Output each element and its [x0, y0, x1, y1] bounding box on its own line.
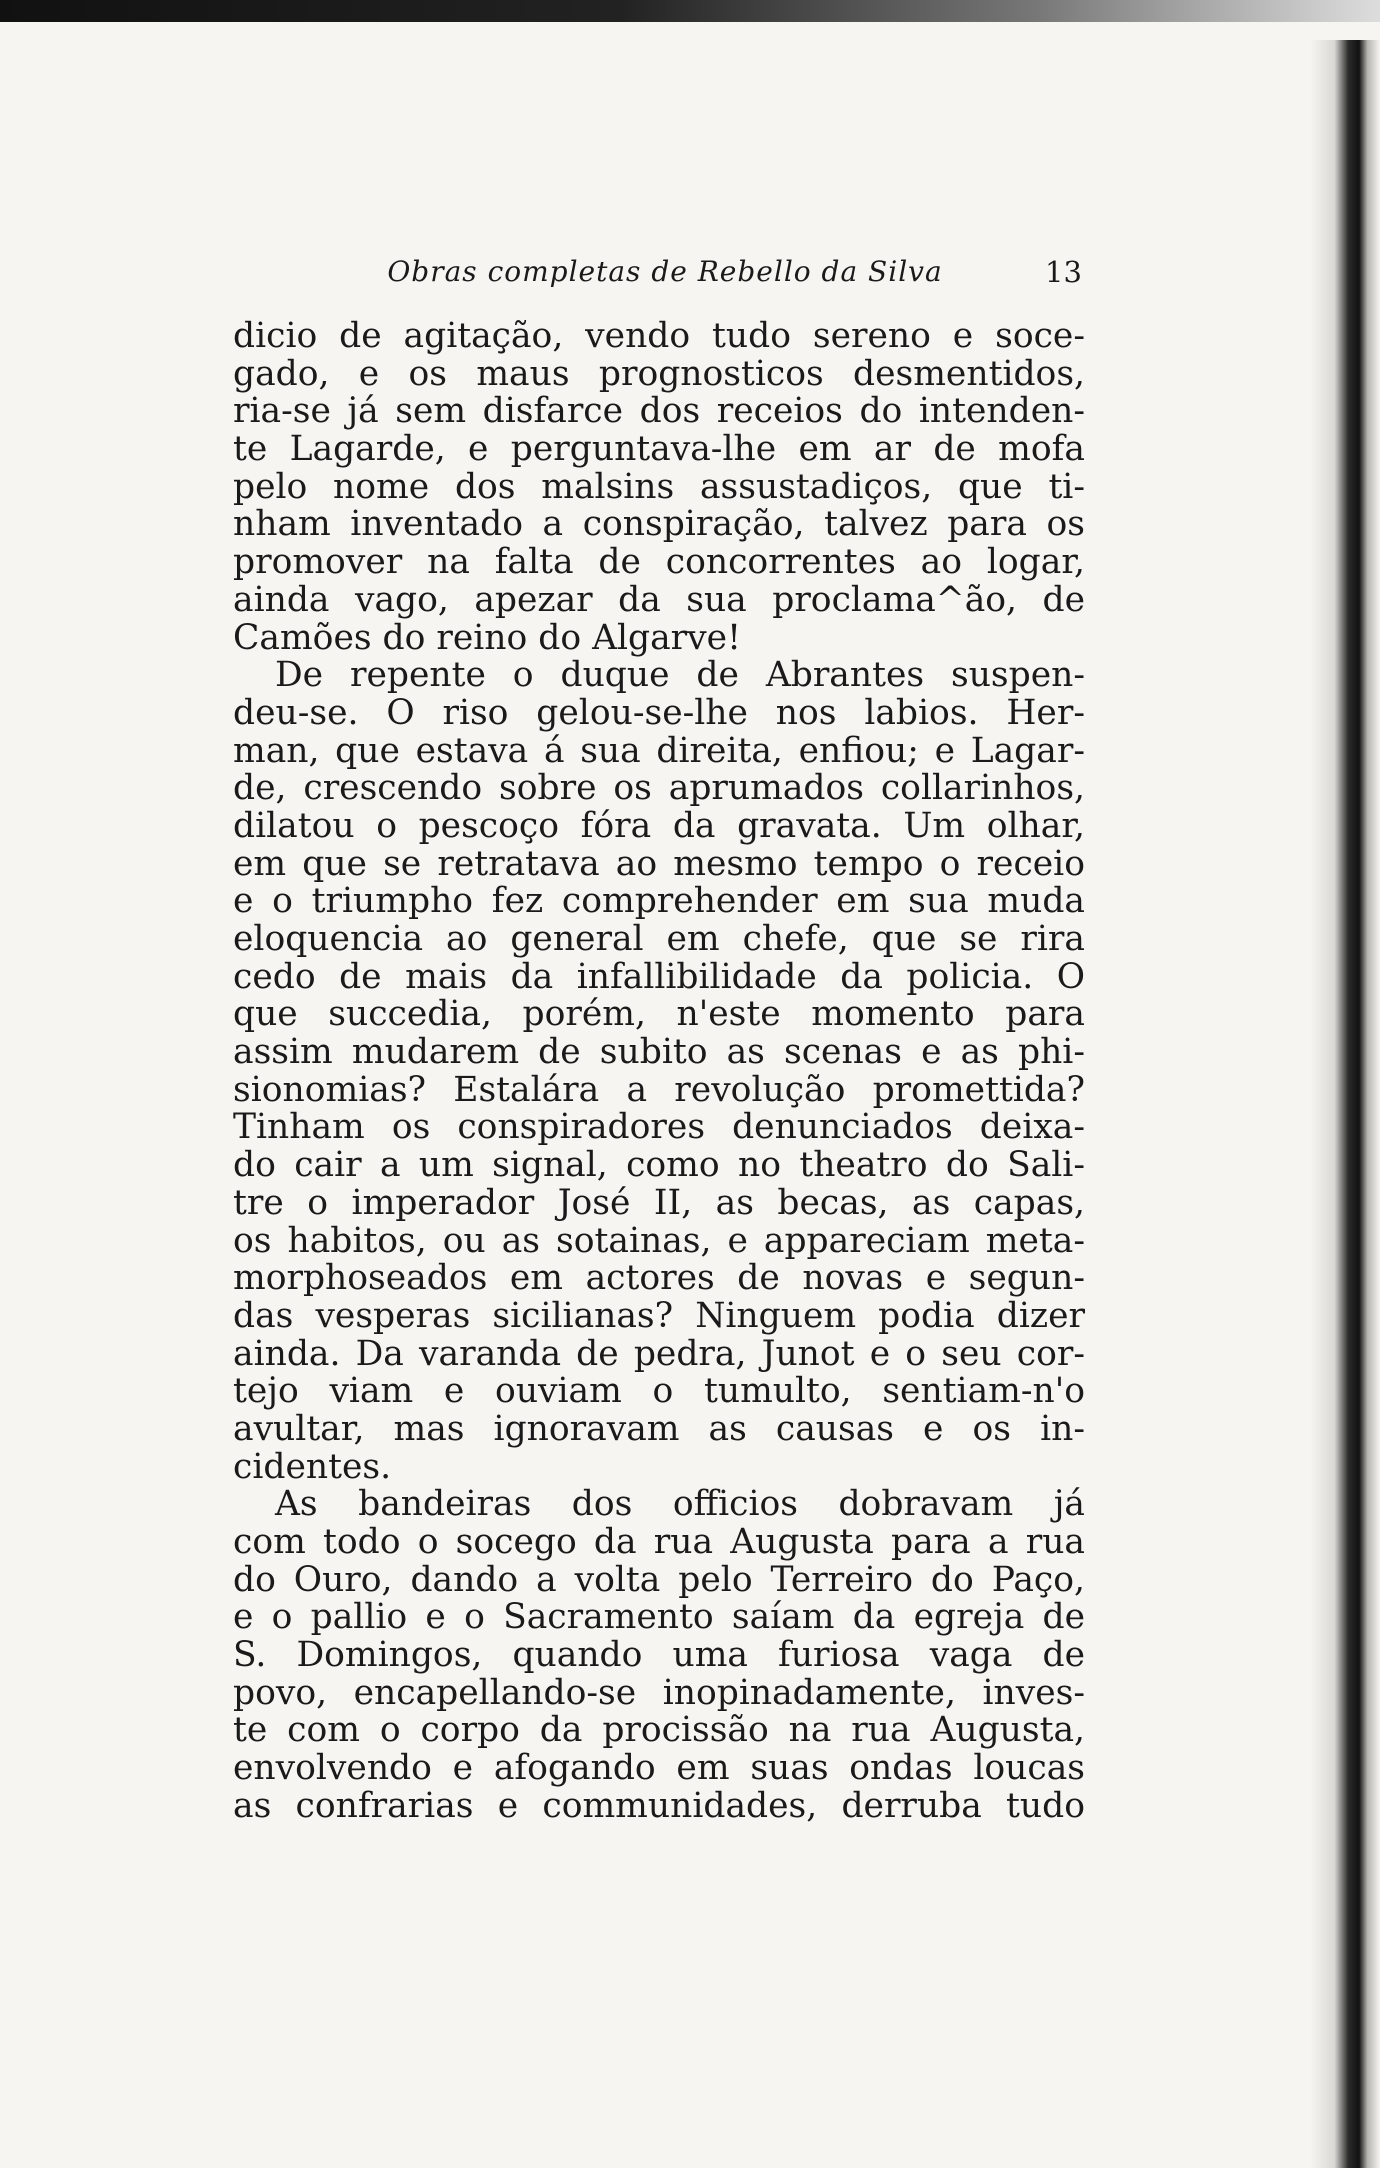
text-line: que succedia, porém, n'este momento para: [233, 994, 1085, 1035]
page-number: 13: [1045, 255, 1082, 289]
text-line: os habitos, ou as sotainas, e appareciam meta-: [233, 1220, 1085, 1261]
text-line: avultar, mas ignoravam as causas e os in-: [233, 1408, 1085, 1449]
running-title: Obras completas de Rebello da Silva: [387, 255, 943, 288]
text-line: do Ouro, dando a volta pelo Terreiro do Paço,: [233, 1559, 1085, 1600]
text-line: man, que estava á sua direita, enfiou; e Lagar-: [233, 730, 1085, 771]
text-line: tejo viam e ouviam o tumulto, sentiam-n'o: [233, 1371, 1085, 1412]
text-line: ria-se já sem disfarce dos receios do intenden-: [233, 391, 1085, 432]
text-line: De repente o duque de Abrantes suspen-: [275, 655, 1085, 696]
text-line: do cair a um signal, como no theatro do Sali-: [233, 1145, 1085, 1186]
text-line: cedo de mais da infallibilidade da policia. O: [233, 956, 1085, 997]
text-line: ainda vago, apezar da sua proclama^ão, de: [233, 579, 1085, 620]
text-line: Tinham os conspiradores denunciados deixa-: [233, 1107, 1085, 1148]
body-text: [233, 318, 1085, 1826]
text-line: assim mudarem de subito as scenas e as phi-: [233, 1032, 1085, 1073]
text-line: em que se retratava ao mesmo tempo o receio: [233, 843, 1085, 884]
text-line: morphoseados em actores de novas e segun-: [233, 1258, 1085, 1299]
text-line: com todo o socego da rua Augusta para a rua: [233, 1522, 1085, 1562]
text-line: ainda. Da varanda de pedra, Junot e o seu cor-: [233, 1333, 1085, 1374]
text-line: povo, encapellando-se inopinadamente, inves-: [233, 1672, 1085, 1713]
text-line: deu-se. O riso gelou-se-lhe nos labios. Her-: [233, 692, 1085, 733]
text-line: nham inventado a conspiração, talvez para os: [233, 504, 1085, 545]
text-line: sionomias? Estalára a revolução promettida?: [233, 1069, 1085, 1110]
text-line: S. Domingos, quando uma furiosa vaga de: [233, 1635, 1085, 1676]
text-line: promover na falta de concorrentes ao logar,: [233, 542, 1085, 583]
text-line: eloquencia ao general em chefe, que se rira: [233, 919, 1085, 959]
text-line: envolvendo e afogando em suas ondas loucas: [233, 1748, 1085, 1789]
text-line: as confrarias e communidades, derruba tudo: [233, 1785, 1085, 1826]
text-line: Camões do reino do Algarve!: [233, 617, 741, 658]
text-line: te com o corpo da procissão na rua Augusta,: [233, 1710, 1085, 1751]
text-line: e o pallio e o Sacramento saíam da egreja de: [233, 1597, 1085, 1638]
text-line: pelo nome dos malsins assustadiços, que ti-: [233, 466, 1085, 507]
text-line: dilatou o pescoço fóra da gravata. Um olhar,: [233, 805, 1085, 846]
text-line: gado, e os maus prognosticos desmentidos,: [233, 353, 1085, 394]
text-line: dicio de agitação, vendo tudo sereno e soce-: [233, 316, 1085, 356]
text-line: cidentes.: [233, 1446, 392, 1487]
text-line: tre o imperador José II, as becas, as capas,: [233, 1182, 1085, 1223]
text-line: de, crescendo sobre os aprumados collarinhos,: [233, 768, 1085, 809]
text-line: e o triumpho fez comprehender em sua muda: [233, 881, 1085, 922]
text-line: das vesperas sicilianas? Ninguem podia dizer: [233, 1295, 1085, 1336]
text-line: As bandeiras dos officios dobravam já: [275, 1484, 1085, 1525]
text-line: te Lagarde, e perguntava-lhe em ar de mofa: [233, 429, 1085, 470]
